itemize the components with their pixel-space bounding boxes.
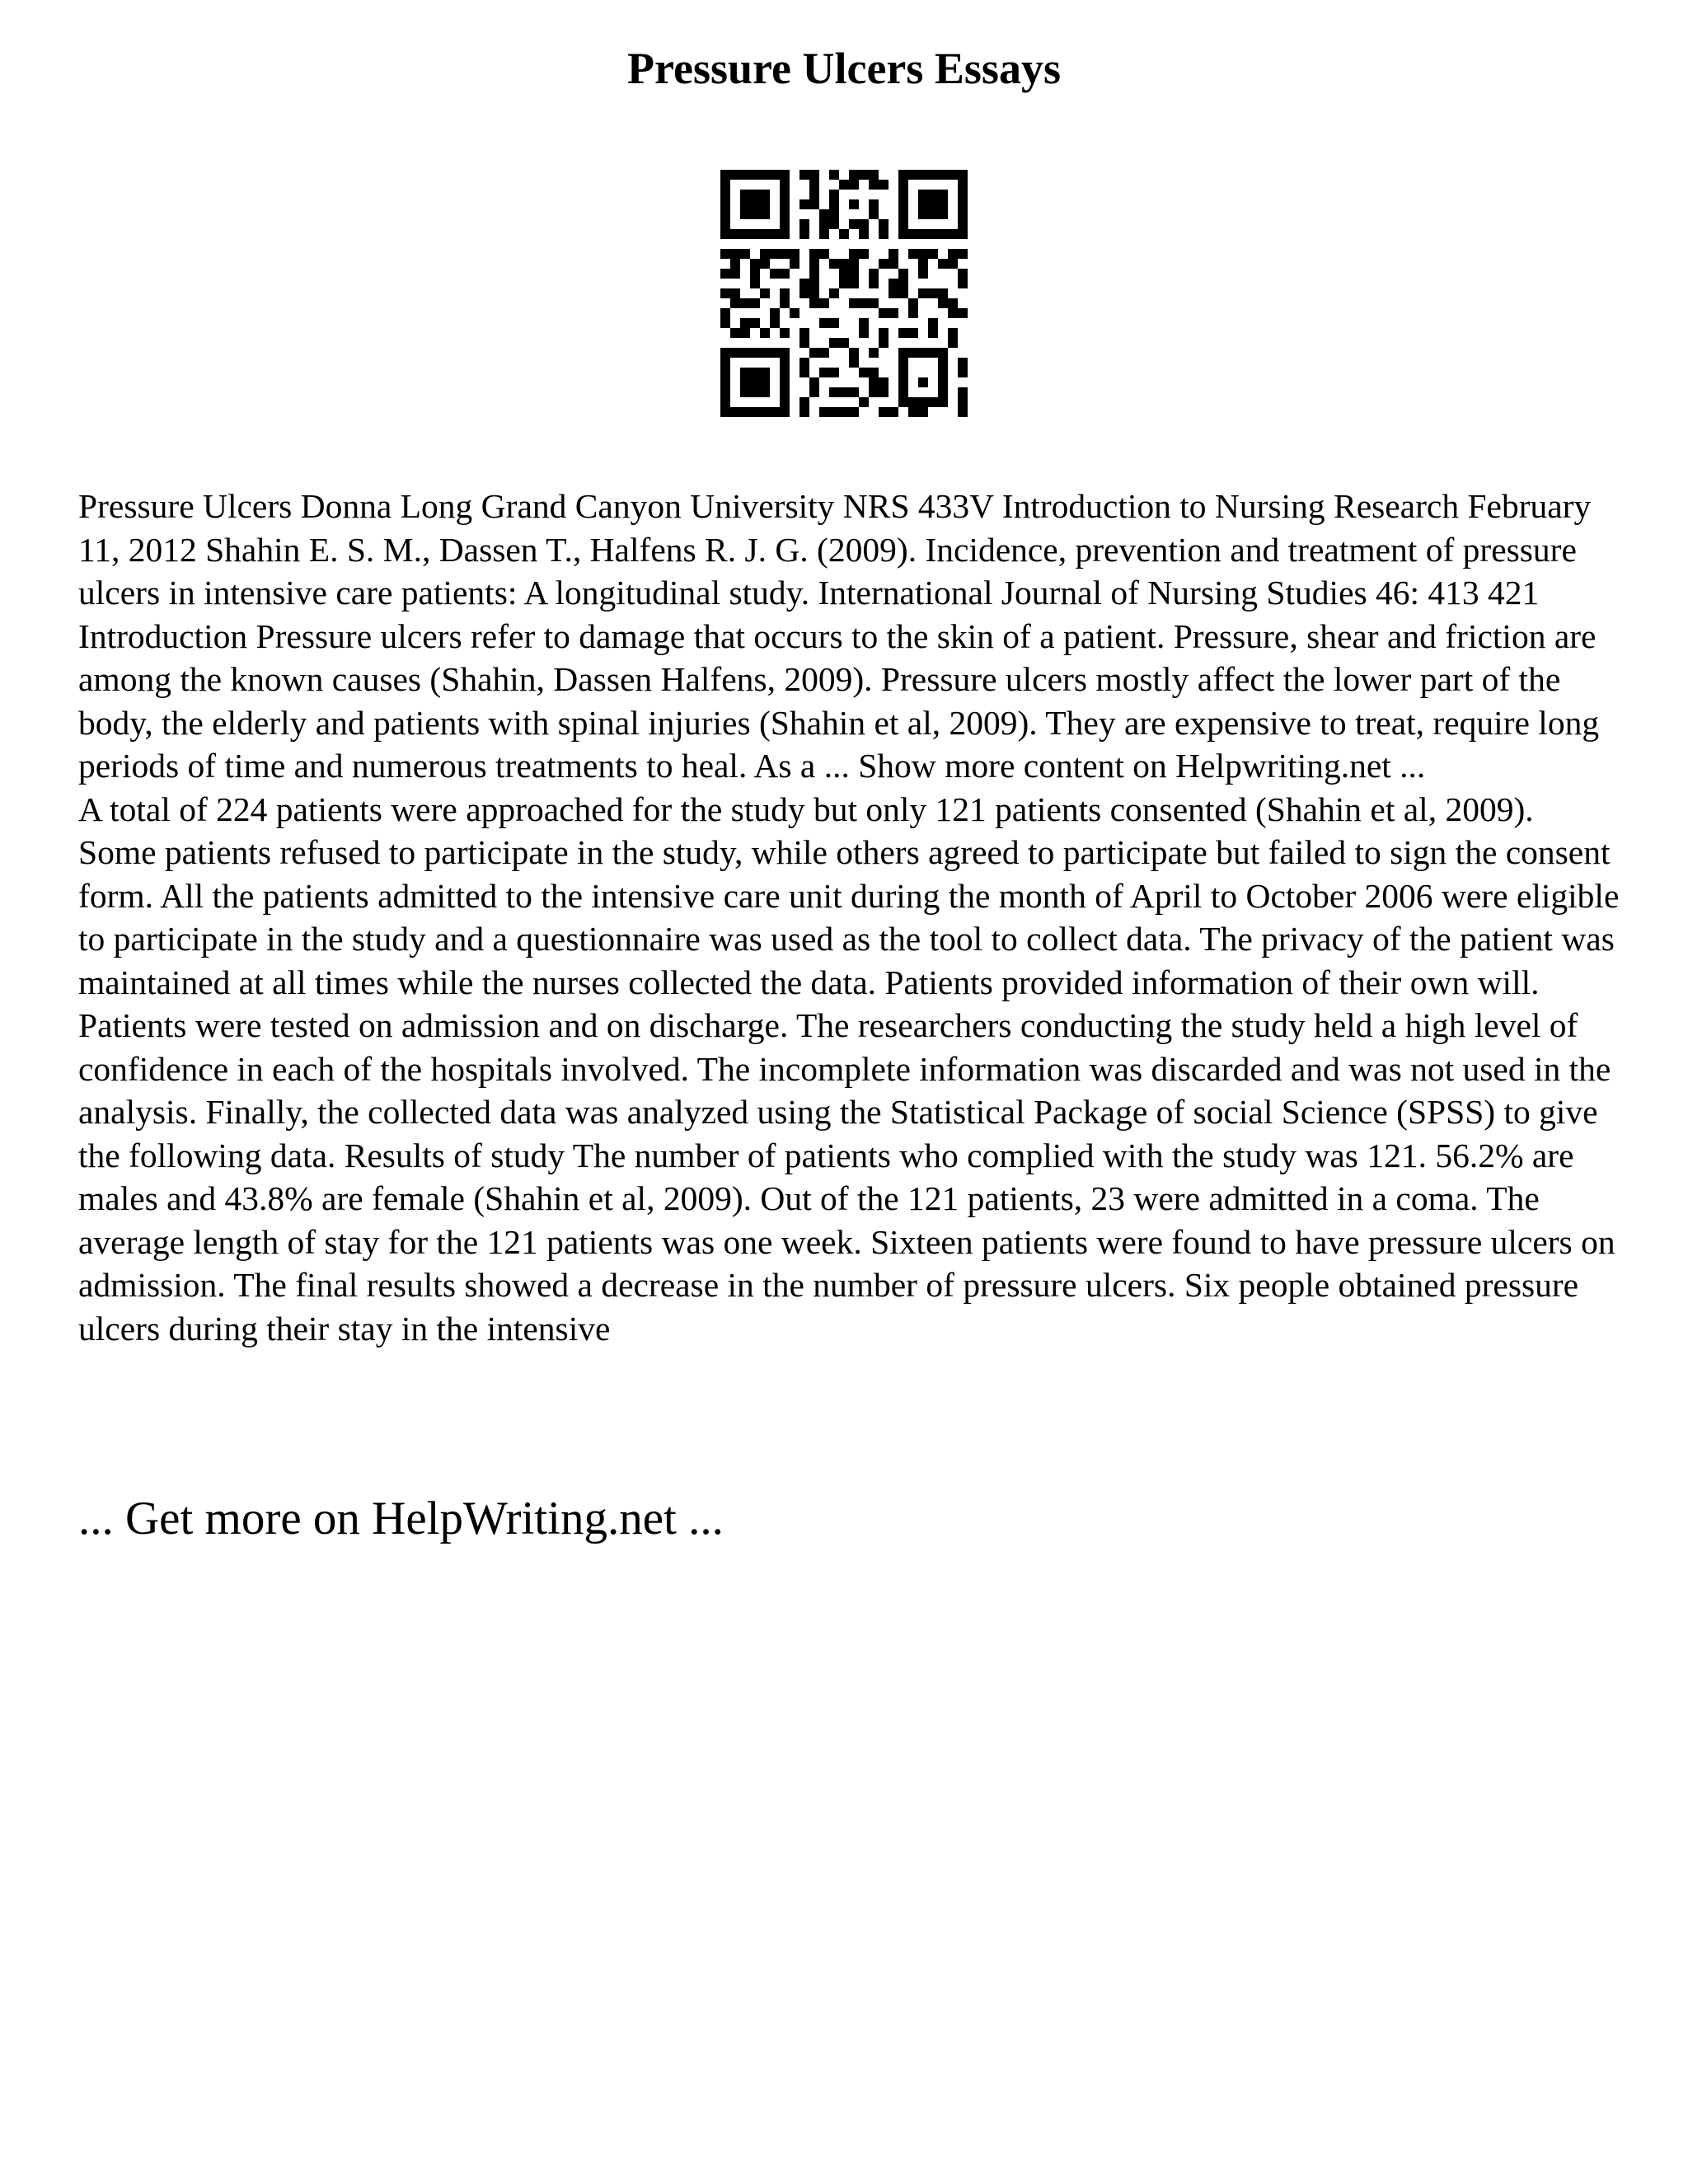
- get-more-link[interactable]: ... Get more on HelpWriting.net ...: [78, 1493, 724, 1544]
- paragraph-intro: Pressure Ulcers Donna Long Grand Canyon University NRS 433V Introduction to Nursing Research February 11, 2012 Shahin E. S. M., Dassen T., Halfens R. J. G. (2009). Incidence, prevention and treatment of pressure ulcers in intensive care patients: A longitudinal study. International Journal of Nursing Studies 46: 413 421 Introduction Pressure ulcers refer to damage that occurs to the skin of a patient. Pressure, shear and friction are among the known causes (Shahin, Dassen Halfens, 2009). Pressure ulcers mostly affect the lower part of the body, the elderly and patients with spinal injuries (Shahin et al, 2009). They are expensive to treat, require long periods of time and numerous treatments to heal. As a ... Show more content on Helpwriting.net ...: [78, 487, 1600, 785]
- paragraph-study: A total of 224 patients were approached for the study but only 121 patients consented (Shahin et al, 2009). Some patients refused to participate in the study, while others agreed to participate but failed to sign the consent form. All the patients admitted to the intensive care unit during the month of April to October 2006 were eligible to participate in the study and a questionnaire was used as the tool to collect data. The privacy of the patient was maintained at all times while the nurses collected the data. Patients provided information of their own will. Patients were tested on admission and on discharge. The researchers conducting the study held a high level of confidence in each of the hospitals involved. The incomplete information was discarded and was not used in the analysis. Finally, the collected data was analyzed using the Statistical Package of social Science (SPSS) to give the following data. Results of study The number of patients who complied with the study was 121. 56.2% are males and 43.8% are female (Shahin et al, 2009). Out of the 121 patients, 23 were admitted in a coma. The average length of stay for the 121 patients was one week. Sixteen patients were found to have pressure ulcers on admission. The final results showed a decrease in the number of pressure ulcers. Six people obtained pressure ulcers during their stay in the intensive: [78, 790, 1620, 1347]
- document-title: Pressure Ulcers Essays: [627, 44, 1061, 93]
- qr-code-icon: [720, 170, 968, 417]
- essay-body: [78, 485, 1620, 1350]
